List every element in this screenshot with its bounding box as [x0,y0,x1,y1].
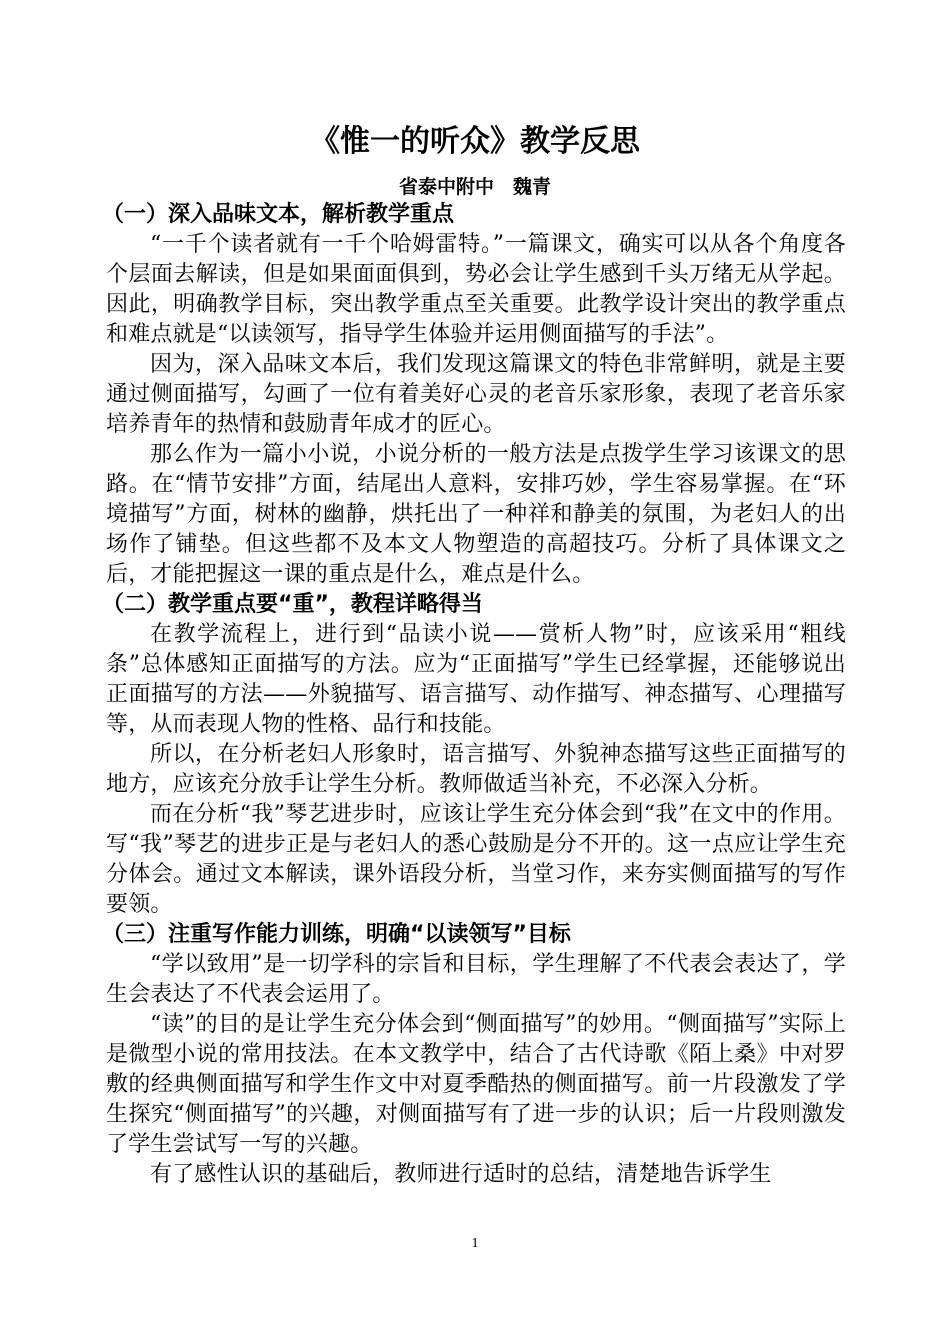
section-heading: （二）教学重点要“重”，教程详略得当 [102,592,483,617]
section-3 [102,920,846,1190]
paragraph: “学以致用”是一切学科的宗旨和目标，学生理解了不代表会表达了，学生会表达了不代表会运用了。 [106,952,846,1007]
paragraph: “读”的目的是让学生充分体会到“侧面描写”的妙用。“侧面描写”实际上是微型小说的常用技法。在本文教学中，结合了古代诗歌《陌上桑》中对罗敷的经典侧面描写和学生作文中对夏季酷热的侧面描写。前一片段激发了学生探究“侧面描写”的兴趣，对侧面描写有了进一步的认识；后一片段则激发了学生尝试写一写的兴趣。 [106,1012,846,1157]
paragraph: 那么作为一篇小小说，小说分析的一般方法是点拨学生学习该课文的思路。在“情节安排”方面，结尾出人意料，安排巧妙，学生容易掌握。在“环境描写”方面，树林的幽静，烘托出了一种祥和静美的氛围，为老妇人的出场作了铺垫。但这些都不及本文人物塑造的高超技巧。分析了具体课文之后，才能把握这一课的重点是什么，难点是什么。 [106,442,846,587]
paragraph: “一千个读者就有一千个哈姆雷特。”一篇课文，确实可以从各个角度各个层面去解读，但是如果面面俱到，势必会让学生感到千头万绪无从学起。因此，明确教学目标，突出教学重点至关重要。此教学设计突出的教学重点和难点就是“以读领写，指导学生体验并运用侧面描写的手法”。 [106,232,846,347]
paragraph: 因为，深入品味文本后，我们发现这篇课文的特色非常鲜明，就是主要通过侧面描写，勾画了一位有着美好心灵的老音乐家形象，表现了老音乐家培养青年的热情和鼓励青年成才的匠心。 [106,352,846,437]
paragraph: 而在分析“我”琴艺进步时，应该让学生充分体会到“我”在文中的作用。写“我”琴艺的进步正是与老妇人的悉心鼓励是分不开的。这一点应让学生充分体会。通过文本解读，课外语段分析，当堂习作，来夯实侧面描写的写作要领。 [106,802,846,917]
paragraph: 所以，在分析老妇人形象时，语言描写、外貌神态描写这些正面描写的地方，应该充分放手让学生分析。教师做适当补充，不必深入分析。 [106,742,846,797]
section-heading: （三）注重写作能力训练，明确“以读领写”目标 [102,922,571,947]
document-body [102,200,846,1190]
author-line: 省泰中附中 魏青 [398,176,551,198]
page-number: 1 [471,1236,479,1251]
section-1 [102,200,846,590]
section-2 [102,590,846,920]
document-title: 《惟一的听众》教学反思 [310,124,640,159]
paragraph: 在教学流程上，进行到“品读小说——赏析人物”时，应该采用“粗线条”总体感知正面描写的方法。应为“正面描写”学生已经掌握，还能够说出正面描写的方法——外貌描写、语言描写、动作描写、神态描写、心理描写等，从而表现人物的性格、品行和技能。 [106,622,846,737]
section-heading: （一）深入品味文本，解析教学重点 [102,202,455,227]
paragraph: 有了感性认识的基础后，教师进行适时的总结，清楚地告诉学生 [150,1162,772,1187]
